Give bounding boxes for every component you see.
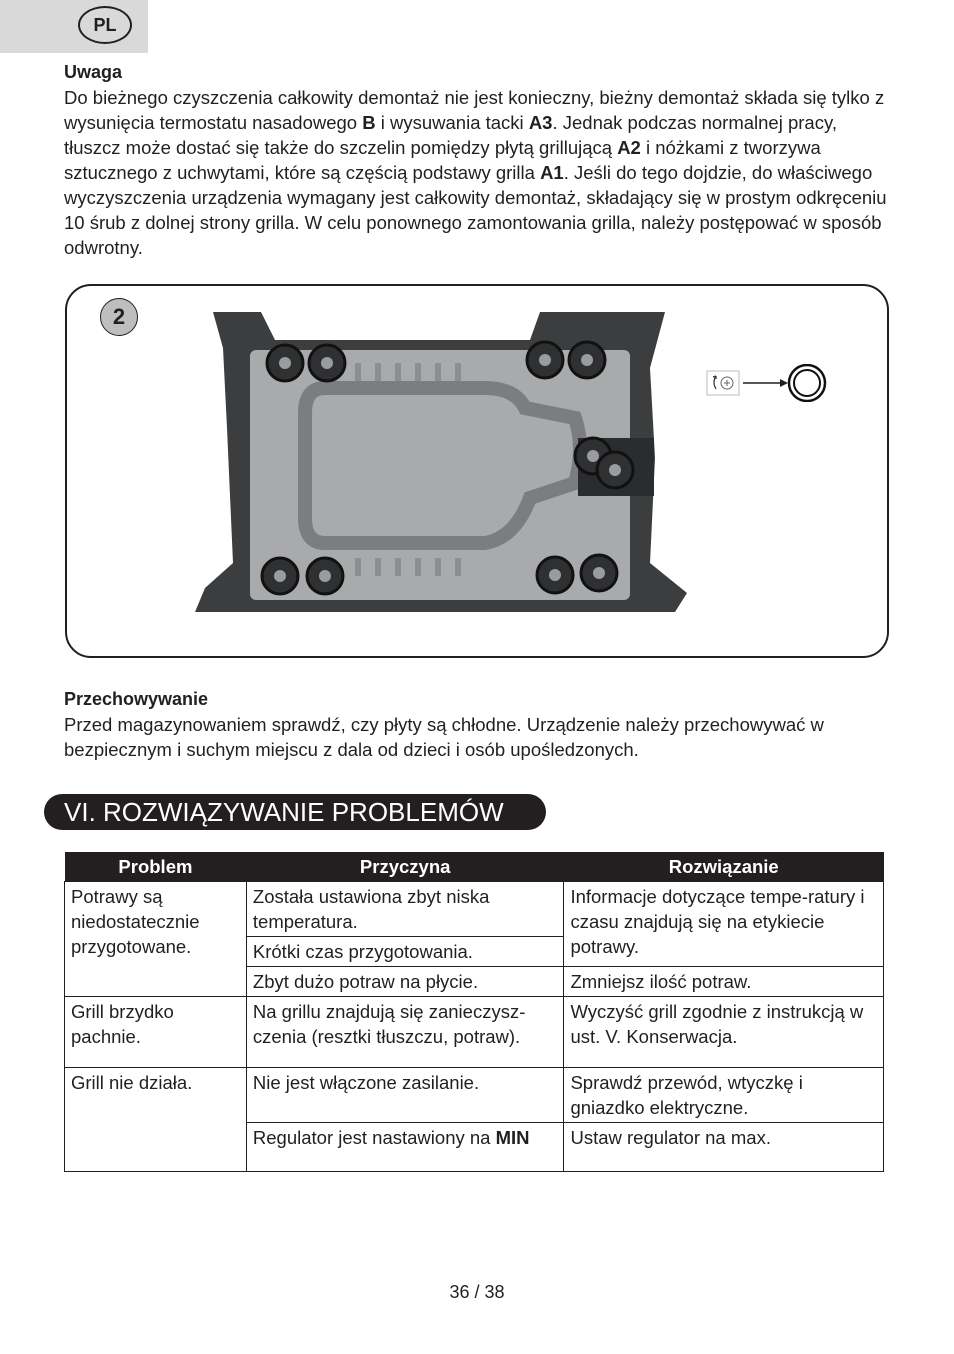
figure-number: 2 (100, 298, 138, 336)
table-header-row (65, 852, 884, 882)
table-cell: Sprawdź przewód, wtyczkę i gniazdko elektryczne. (564, 1068, 884, 1123)
language-badge: PL (78, 6, 132, 44)
table-cell: Regulator jest nastawiony na MIN (246, 1123, 564, 1172)
header-solution: Rozwiązanie (564, 852, 884, 882)
table-row (65, 882, 884, 937)
page-number: 36 / 38 (449, 1282, 505, 1302)
storage-paragraph: Przed magazynowaniem sprawdź, czy płyty są chłodne. Urządzenie należy przechowywać w bezpiecznym i suchym miejscu z dala od dzieci i osób upośledzonych. (64, 714, 824, 760)
table-cell: Została ustawiona zbyt niska temperatura. (246, 882, 564, 937)
note-title: Uwaga (64, 62, 123, 82)
table-cell: Informacje dotyczące tempe-ratury i czasu znajdują się na etykiecie potrawy. (564, 882, 884, 967)
header-problem: Problem (65, 852, 247, 882)
note-paragraph: Do bieżnego czyszczenia całkowity demontaż nie jest konieczny, bieżny demontaż składa się tylko z wysunięcia termostatu nasadowego B i wysuwania tacki A3. Jednak podczas normalnej pracy, tłuszcz może dostać się także do szczelin pomiędzy płytą grillującą A2 i nóżkami z tworzywa sztucznego z uchwytami, które są częścią podstawy grilla A1. Jeśli do tego dojdzie, do właściwego wyczyszczenia urządzenia wymagany jest całkowity demontaż, składający się w prostym odkręceniu 10 śrub z dolnej strony grilla. W celu ponownego zamontowania grilla, należy postępować w sposób odwrotny. (64, 87, 887, 258)
table-cell: Zbyt dużo potraw na płycie. (246, 967, 564, 997)
table-cell: Wyczyść grill zgodnie z instrukcją w ust. V. Konserwacja. (564, 997, 884, 1068)
table-cell: Ustaw regulator na max. (564, 1123, 884, 1172)
table-cell: Krótki czas przygotowania. (246, 937, 564, 967)
table-row (65, 1068, 884, 1123)
table-cell: Nie jest włączone zasilanie. (246, 1068, 564, 1123)
table-cell: Zmniejsz ilość potraw. (564, 967, 884, 997)
table-cell: Na grillu znajdują się zanieczysz-czenia (resztki tłuszczu, potraw). (246, 997, 564, 1068)
grill-underside-illustration (195, 308, 687, 612)
table-row (65, 997, 884, 1068)
chapter-heading: VI. ROZWIĄZYWANIE PROBLEMÓW (44, 794, 546, 830)
storage-title: Przechowywanie (64, 689, 209, 709)
table-cell: Potrawy są niedostatecznie przygotowane. (65, 882, 247, 997)
header-cause: Przyczyna (246, 852, 564, 882)
table-cell: Grill brzydko pachnie. (65, 997, 247, 1068)
language-tab (0, 0, 148, 53)
unscrew-legend-icon (706, 364, 830, 402)
table-cell: Grill nie działa. (65, 1068, 247, 1172)
troubleshooting-table (64, 852, 884, 1172)
